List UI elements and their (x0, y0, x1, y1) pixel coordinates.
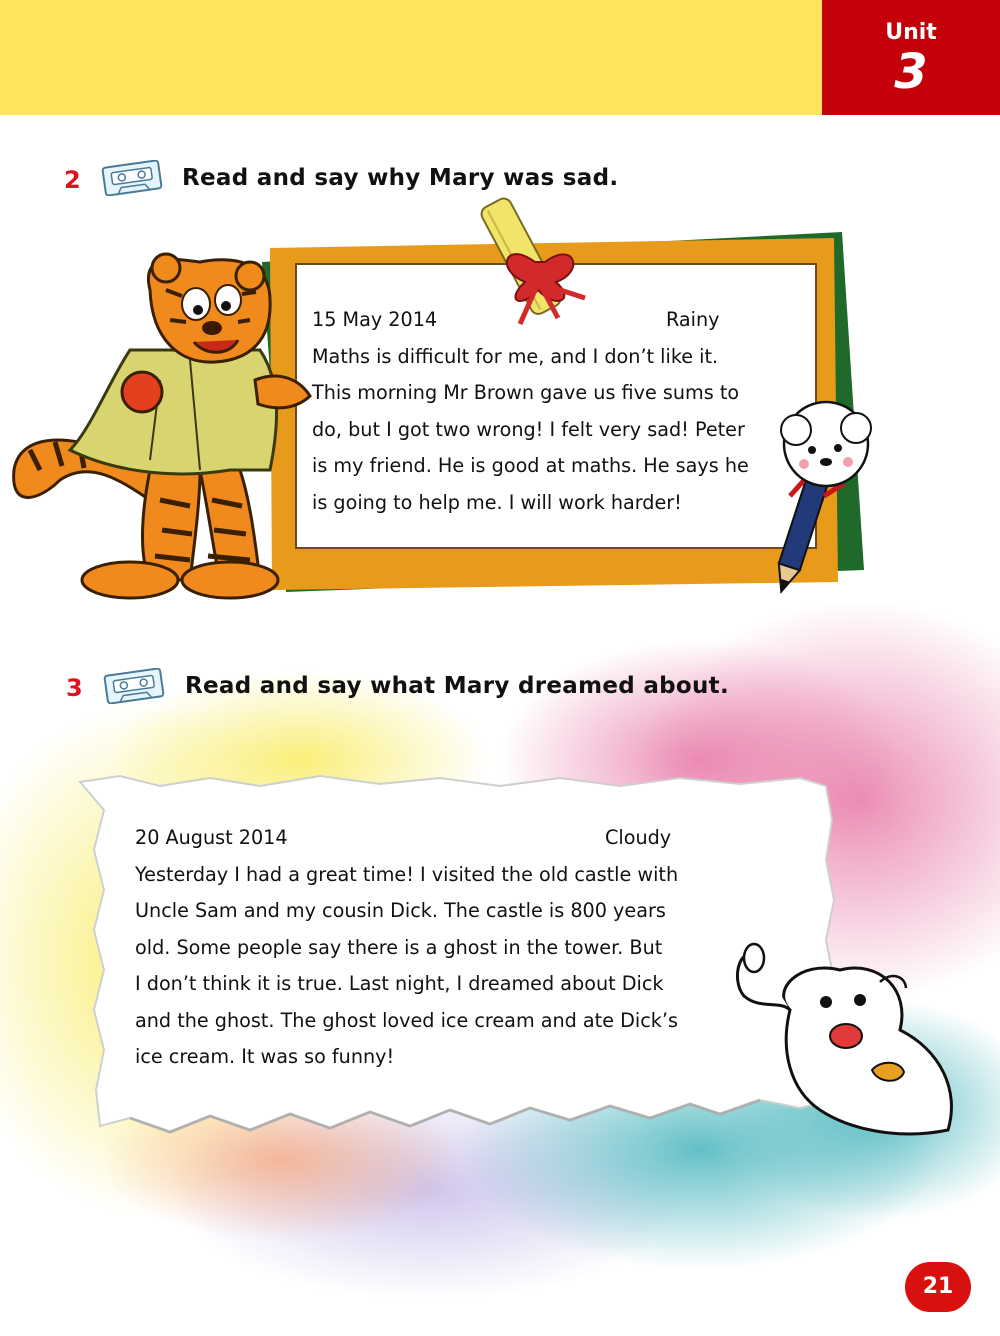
diary-2-weather: Cloudy (605, 826, 672, 849)
diary-2-line: I don’t think it is true. Last night, I dreamed about Dick (135, 972, 664, 995)
diary-1-date: 15 May 2014 (312, 308, 438, 331)
diary-2-date-line (135, 820, 735, 857)
section-2-number: 2 (64, 166, 81, 194)
diary-2-line: old. Some people say there is a ghost in the tower. But (135, 935, 663, 959)
diary-2-line: ice cream. It was so funny! (135, 1045, 395, 1068)
diary-1-weather: Rainy (666, 308, 720, 331)
section-3-title: Read and say what Mary dreamed about. (185, 673, 730, 699)
unit-number: 3 (894, 44, 928, 100)
diary-1-line: do, but I got two wrong! I felt very sad! Peter (312, 417, 745, 441)
diary-1-line: Maths is difficult for me, and I don’t like it. (312, 344, 719, 368)
diary-1-line: is going to help me. I will work harder! (312, 490, 682, 514)
section-2-title: Read and say why Mary was sad. (182, 165, 619, 191)
diary-2-line: Uncle Sam and my cousin Dick. The castle is 800 years (135, 899, 666, 922)
unit-label: Unit (885, 20, 937, 45)
section-3-number: 3 (66, 674, 83, 702)
diary-2-date: 20 August 2014 (135, 826, 288, 849)
diary-1-line: This morning Mr Brown gave us five sums to (312, 381, 740, 404)
diary-2-line: and the ghost. The ghost loved ice cream and ate Dick’s (135, 1008, 678, 1032)
diary-1-line: is my friend. He is good at maths. He says he (312, 454, 749, 477)
page-number: 21 (905, 1262, 971, 1312)
diary-2-line: Yesterday I had a great time! I visited the old castle with (135, 862, 679, 886)
diary-entry-2 (135, 820, 735, 1076)
